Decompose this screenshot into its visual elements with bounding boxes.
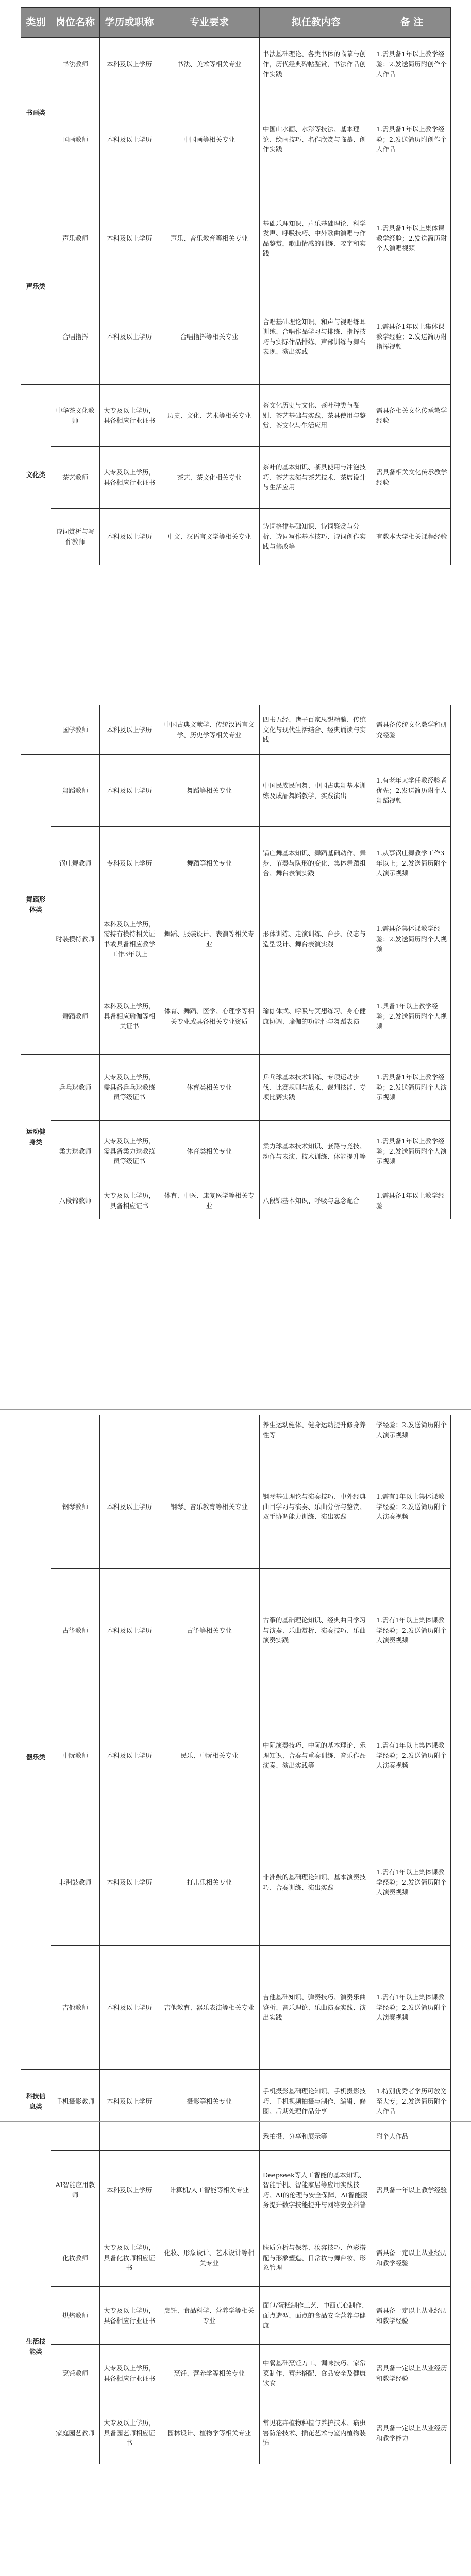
duties-cell: 中阮演奏技巧、中阮的基本理论、乐理知识、合奏与重奏训练、音乐作品演奏、演出实践等 [260, 1692, 373, 1819]
table-row [21, 447, 451, 509]
education-cell: 本科及以上学历 [100, 289, 159, 385]
header-position: 岗位名称 [51, 8, 100, 38]
header-duties: 拟任教内容 [260, 8, 373, 38]
header-category: 类别 [21, 8, 51, 38]
education-cell: 本科及以上学历 [100, 1819, 159, 1946]
major-cell: 茶艺、茶文化相关专业 [159, 447, 260, 509]
notes-cell: 需具备一年以上教学经验 [373, 2151, 451, 2229]
duties-cell: 古筝的基础理论知识、经典曲目学习与演奏、乐曲赏析、演奏技巧、乐曲演奏实践 [260, 1569, 373, 1692]
duties-cell: 四书五经、诸子百家思想精髓、传统文化与现代生活结合、经典诵读与实践 [260, 705, 373, 755]
table-page-2 [21, 705, 450, 1219]
education-cell: 本科及以上学历 [100, 1692, 159, 1819]
duties-cell: 手机摄影基础理论知识、手机摄影技巧、手机视频拍摄与制作、编辑、修图、后期处理作品分享 [260, 2070, 373, 2133]
recruitment-table [21, 705, 451, 1219]
position-cell: 吉他教师 [51, 1946, 100, 2070]
notes-cell: 1.需具备集体课教学经验；2.发送简历附个人视频 [373, 900, 451, 978]
notes-cell: 需具备传统文化教学和研究经验 [373, 705, 451, 755]
position-cell: AI智能应用教师 [51, 2151, 100, 2229]
notes-cell: 1.具备1年以上教学经验；2.发送简历附个人视频 [373, 978, 451, 1055]
position-cell: 烘焙教师 [51, 2287, 100, 2345]
category-cell: 器乐类 [21, 1445, 51, 2070]
notes-cell: 1.从事锅庄舞教学工作3年以上；2.发送简历附个人演示视频 [373, 827, 451, 900]
notes-cell: 附个人作品 [373, 2122, 451, 2151]
education-cell: 大专及以上学历，具备化妆师相应证书 [100, 2229, 159, 2287]
education-cell: 大专及以上学历，具备相应行业证书 [100, 447, 159, 509]
notes-cell: 1.有老年大学任教经验者优先；2.发送简历附个人舞蹈视频 [373, 755, 451, 827]
education-cell: 本科及以上学历 [100, 2151, 159, 2229]
major-cell: 园林设计、植物学等相关专业 [159, 2402, 260, 2464]
education-cell: 本科及以上学历 [100, 38, 159, 91]
duties-cell: 吉他基础知识、弹奏技巧、演奏乐曲鉴析、音乐理论、乐曲演奏实践、演出实践 [260, 1946, 373, 2070]
education-cell: 大专及以上学历，具备相应行业证书 [100, 2287, 159, 2345]
major-cell: 计算机/人工智能等相关专业 [159, 2151, 260, 2229]
education-cell: 大专及以上学历，具备园艺师相应证书 [100, 2402, 159, 2464]
major-cell: 中文、汉语言文学等相关专业 [159, 509, 260, 565]
duties-cell: 养生运动健体、健身运动提升修身养性等 [260, 1415, 373, 1445]
position-cell: 中华茶文化教师 [51, 385, 100, 447]
major-cell: 体育类相关专业 [159, 1121, 260, 1182]
table-row [21, 978, 451, 1055]
duties-cell: 基础乐理知识、声乐基础理论、科学发声、呼吸技巧、中外歌曲演唱与作品鉴赏，歌曲情感的训练、咬字和实践 [260, 188, 373, 289]
header-education: 学历或职称 [100, 8, 159, 38]
table-header-row [21, 8, 451, 38]
education-cell: 本科及以上学历 [100, 1569, 159, 1692]
position-cell: 中阮教师 [51, 1692, 100, 1819]
education-cell: 本科及以上学历 [100, 1445, 159, 1569]
notes-cell: 需具备一定以上从业经历和教学能力 [373, 2402, 451, 2464]
education-cell: 大专及以上学历，需具备柔力球教练员等级证书 [100, 1121, 159, 1182]
education-cell [100, 2122, 159, 2151]
position-cell: 钢琴教师 [51, 1445, 100, 1569]
table-row [21, 755, 451, 827]
table-row [21, 2122, 451, 2151]
education-cell: 本科及以上学历 [100, 1946, 159, 2070]
duties-cell: 瑜伽体式、呼吸与冥想练习、身心健康协调、瑜伽的功能性与舞蹈表演 [260, 978, 373, 1055]
notes-cell: 1.需有1年以上集体课教学经验；2.发送简历附个人演奏视频 [373, 1445, 451, 1569]
table-row [21, 38, 451, 91]
major-cell: 舞蹈等相关专业 [159, 827, 260, 900]
major-cell: 体育类相关专业 [159, 1055, 260, 1121]
table-row [21, 1445, 451, 1569]
major-cell: 舞蹈等相关专业 [159, 755, 260, 827]
notes-cell: 1.需有1年以上集体课教学经验；2.发送简历附个人演奏视频 [373, 1692, 451, 1819]
notes-cell: 1.需具备1年以上教学经验；2.发送简历附个人演示视频 [373, 1055, 451, 1121]
major-cell: 历史、文化、艺术等相关专业 [159, 385, 260, 447]
category-cell: 书画类 [21, 38, 51, 188]
recruitment-table [21, 1415, 451, 2133]
education-cell: 大专及以上学历，具备相应证书 [100, 1182, 159, 1219]
major-cell: 化妆、形象设计、艺术设计等相关专业 [159, 2229, 260, 2287]
education-cell: 大专及以上学历，需具备乒乓球教练员等级证书 [100, 1055, 159, 1121]
notes-cell: 1.需有1年以上集体课教学经验；2.发送简历附个人演奏视频 [373, 1819, 451, 1946]
position-cell: 国画教师 [51, 91, 100, 188]
major-cell: 中国画等相关专业 [159, 91, 260, 188]
duties-cell: 中餐基础烹饪刀工、调味技巧、家常菜制作、营养搭配、食品安全及健康饮食 [260, 2345, 373, 2402]
category-cell: 运动健身类 [21, 1055, 51, 1219]
major-cell: 吉他教育、器乐表演等相关专业 [159, 1946, 260, 2070]
major-cell: 中国古典文献学、传统汉语言文学、历史学等相关专业 [159, 705, 260, 755]
table-page-3 [21, 1415, 450, 2133]
category-cell: 舞蹈形体类 [21, 755, 51, 1055]
major-cell: 烹饪、营养学等相关专业 [159, 2345, 260, 2402]
duties-cell: 乒乓球基本技术训练、专项运动步伐、比赛规则与战术、裁判技能、专项比赛实践 [260, 1055, 373, 1121]
recruitment-table [21, 7, 451, 565]
table-row [21, 1692, 451, 1819]
education-cell: 本科及以上学历 [100, 755, 159, 827]
table-row [21, 1946, 451, 2070]
duties-cell: 中国民族民间舞、中国古典舞基本训练及成品舞蹈教学，实践演出 [260, 755, 373, 827]
position-cell: 国学教师 [51, 705, 100, 755]
recruitment-table [21, 2122, 451, 2464]
duties-cell: 常见花卉植物种植与养护技术、病虫害防治技术、插花艺术与室内植物装饰 [260, 2402, 373, 2464]
position-cell: 时装模特教师 [51, 900, 100, 978]
duties-cell: 非洲鼓的基础理论知识、基本演奏技巧、合奏训练、演出实践 [260, 1819, 373, 1946]
duties-cell: 中国山水画、水彩等技法、基本理论、绘画技巧、名作欣赏与临摹、创作实践 [260, 91, 373, 188]
education-cell: 专科及以上学历 [100, 827, 159, 900]
position-cell: 书法教师 [51, 38, 100, 91]
duties-cell: Deepseek等人工智能的基本知识、智能手机、智能家居等应用实践技巧、AI的伦理与安全保障，AI智能服务提升数字技能提升与网络安全科普 [260, 2151, 373, 2229]
notes-cell: 需具备相关文化传承教学经验 [373, 385, 451, 447]
table-row [21, 91, 451, 188]
position-cell: 非洲鼓教师 [51, 1819, 100, 1946]
position-cell: 舞蹈教师 [51, 978, 100, 1055]
major-cell: 钢琴、音乐教育等相关专业 [159, 1445, 260, 1569]
table-row [21, 900, 451, 978]
duties-cell: 肤质分析与保养、妆容技巧、色彩搭配与形象塑造、日常妆与舞台妆、形象管理 [260, 2229, 373, 2287]
category-cell [21, 2122, 51, 2229]
table-row [21, 1121, 451, 1182]
major-cell: 烹饪、食品科学、营养学等相关专业 [159, 2287, 260, 2345]
major-cell: 打击乐相关专业 [159, 1819, 260, 1946]
education-cell: 大专及以上学历，具备相应行业证书 [100, 2345, 159, 2402]
duties-cell: 茶文化历史与文化、茶叶种类与鉴别、茶艺基础与实践、茶具使用与鉴赏、茶文化与生活应用 [260, 385, 373, 447]
duties-cell: 茶叶的基本知识、茶具使用与冲泡技巧、茶艺表演与茶艺技术、茶席设计与生活应用 [260, 447, 373, 509]
duties-cell: 锅庄舞基本知识、舞蹈基础动作、舞步、节奏与队形的变化、集体舞蹈组合、舞台表演实践 [260, 827, 373, 900]
major-cell: 体育、中医、康复医学等相关专业 [159, 1182, 260, 1219]
notes-cell: 1.需具备1年以上教学经验 [373, 1182, 451, 1219]
page-4 [0, 2122, 471, 2576]
table-page-4 [21, 2122, 450, 2464]
position-cell: 乒乓球教师 [51, 1055, 100, 1121]
table-row [21, 1182, 451, 1219]
position-cell: 家庭园艺教师 [51, 2402, 100, 2464]
major-cell: 体育、舞蹈、医学、心理学等相关专业或具备相关专业资质 [159, 978, 260, 1055]
major-cell: 民乐、中阮相关专业 [159, 1692, 260, 1819]
page-1 [0, 0, 471, 551]
position-cell: 手机摄影教师 [51, 2070, 100, 2133]
major-cell: 合唱指挥等相关专业 [159, 289, 260, 385]
position-cell [51, 2122, 100, 2151]
table-row [21, 1055, 451, 1121]
major-cell: 舞蹈、服装设计、表演等相关专业 [159, 900, 260, 978]
duties-cell: 钢琴基础理论与演奏技巧、中外经典曲目学习与演奏、乐曲分析与鉴赏、双手协调能力训练、演出实践 [260, 1445, 373, 1569]
table-row [21, 2151, 451, 2229]
major-cell: 摄影等相关专业 [159, 2070, 260, 2133]
table-page-1 [21, 7, 450, 565]
position-cell: 柔力球教师 [51, 1121, 100, 1182]
notes-cell: 1.特别优秀者学历可放宽至大专；2.发送简历附个人作品 [373, 2070, 451, 2133]
notes-cell: 学经验；2.发送简历附个人演示视频 [373, 1415, 451, 1445]
major-cell [159, 1415, 260, 1445]
notes-cell: 1.需具备1年以上教学经验；2.发送简历附创作个人作品 [373, 38, 451, 91]
education-cell: 本科及以上学历 [100, 188, 159, 289]
education-cell [100, 1415, 159, 1445]
table-row [21, 2287, 451, 2345]
duties-cell: 八段锦基本知识、呼吸与意念配合 [260, 1182, 373, 1219]
major-cell [159, 2122, 260, 2151]
duties-cell: 柔力球基本技术知识、套路与竞技、动作与表演、技术训练、体能提升等 [260, 1121, 373, 1182]
position-cell [51, 1415, 100, 1445]
notes-cell: 1.需具备1年以上集体课教学经验；2.发送简历附指挥视频 [373, 289, 451, 385]
table-row [21, 1415, 451, 1445]
category-cell: 声乐类 [21, 188, 51, 385]
page-2 [0, 705, 471, 1426]
table-row [21, 1569, 451, 1692]
education-cell: 大专及以上学历，具备相应行业证书 [100, 385, 159, 447]
table-row [21, 827, 451, 900]
position-cell: 古筝教师 [51, 1569, 100, 1692]
notes-cell: 需具备一定以上从业经历和教学经验 [373, 2345, 451, 2402]
major-cell: 古筝等相关专业 [159, 1569, 260, 1692]
major-cell: 书法、美术等相关专业 [159, 38, 260, 91]
notes-cell: 需具备一定以上从业经历和教学经验 [373, 2229, 451, 2287]
notes-cell: 需具备相关文化传承教学经验 [373, 447, 451, 509]
table-row [21, 2345, 451, 2402]
notes-cell: 1.需有1年以上集体课教学经验；2.发送简历附个人演奏视频 [373, 1946, 451, 2070]
category-cell: 科技信息类 [21, 2070, 51, 2133]
notes-cell: 1.需具备1年以上教学经验；2.发送简历附创作个人作品 [373, 91, 451, 188]
notes-cell: 1.需具备1年以上集体课教学经验；2.发送简历附个人演唱视频 [373, 188, 451, 289]
duties-cell: 形体训练、走演训练、台步、仪态与造型设计、舞台表演实践 [260, 900, 373, 978]
table-row [21, 289, 451, 385]
education-cell: 本科及以上学历 [100, 509, 159, 565]
category-cell: 文化类 [21, 385, 51, 565]
position-cell: 烹饪教师 [51, 2345, 100, 2402]
table-row [21, 385, 451, 447]
category-cell [21, 705, 51, 755]
notes-cell: 需具备一定以上从业经历和教学经验 [373, 2287, 451, 2345]
page-3 [0, 1415, 471, 2126]
duties-cell: 合唱基础理论知识、和声与视唱练耳训练、合唱作品学习与排练、指挥技巧与实际作品排练、声部训练与舞台表现、演出实践 [260, 289, 373, 385]
duties-cell: 面包/蛋糕制作工艺、中西点心制作、面点造型、面点的食品安全营养与健康 [260, 2287, 373, 2345]
position-cell: 八段锦教师 [51, 1182, 100, 1219]
header-notes: 备 注 [373, 8, 451, 38]
table-row [21, 1819, 451, 1946]
position-cell: 诗词赏析与写作教师 [51, 509, 100, 565]
duties-cell: 悉拍摄、分享和展示等 [260, 2122, 373, 2151]
table-row [21, 188, 451, 289]
education-cell: 本科及以上学历 [100, 2070, 159, 2133]
education-cell: 本科及以上学历 [100, 705, 159, 755]
position-cell: 化妆教师 [51, 2229, 100, 2287]
notes-cell: 1.需具备1年以上教学经验；2.发送简历附个人演示视频 [373, 1121, 451, 1182]
table-row [21, 705, 451, 755]
header-major: 专业要求 [159, 8, 260, 38]
position-cell: 锅庄舞教师 [51, 827, 100, 900]
education-cell: 本科及以上学历 [100, 91, 159, 188]
duties-cell: 诗词格律基础知识、诗词鉴赏与分析、诗词写作基本技巧、诗词创作实践与修改等 [260, 509, 373, 565]
notes-cell: 1.需有1年以上集体课教学经验；2.发送简历附个人演奏视频 [373, 1569, 451, 1692]
position-cell: 合唱指挥 [51, 289, 100, 385]
category-cell [21, 1415, 51, 1445]
education-cell: 本科及以上学历，具备相应瑜伽等相关证书 [100, 978, 159, 1055]
table-row [21, 2229, 451, 2287]
major-cell: 声乐、音乐教育等相关专业 [159, 188, 260, 289]
position-cell: 茶艺教师 [51, 447, 100, 509]
position-cell: 声乐教师 [51, 188, 100, 289]
category-cell: 生活技能类 [21, 2229, 51, 2464]
duties-cell: 书法基础理论、各类书体的临摹与创作，历代经典碑帖鉴赏，书法作品创作实践 [260, 38, 373, 91]
position-cell: 舞蹈教师 [51, 755, 100, 827]
education-cell: 本科及以上学历，需持有模特相关证书或具备相应教学工作3年以上 [100, 900, 159, 978]
table-row [21, 2402, 451, 2464]
notes-cell: 有教本大学相关课程经验 [373, 509, 451, 565]
table-row [21, 509, 451, 565]
